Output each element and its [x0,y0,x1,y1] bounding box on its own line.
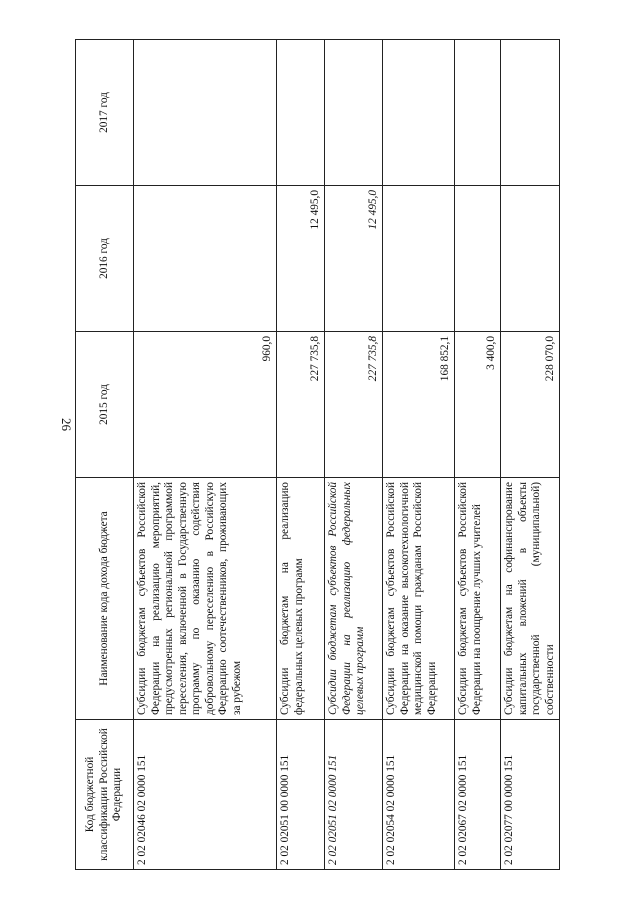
table-header-row [76,40,134,870]
cell-code: 2 02 02054 02 0000 151 [383,720,455,870]
header-name: Наименование кода дохода бюджета [76,478,134,720]
cell-2017 [277,40,325,186]
table-row [501,40,560,870]
cell-2015: 227 735,8 [325,332,383,478]
cell-code: 2 02 02067 02 0000 151 [455,720,501,870]
cell-2017 [325,40,383,186]
header-2015: 2015 год [76,332,134,478]
cell-name: Субсидии бюджетам на софинансирование капитальных вложений в объекты государственной (муниципальной) собственности [501,478,560,720]
table-row [383,40,455,870]
table-row [455,40,501,870]
cell-code: 2 02 02051 00 0000 151 [277,720,325,870]
cell-2016: 12 495,0 [277,186,325,332]
cell-2016 [501,186,560,332]
cell-code: 2 02 02046 02 0000 151 [134,720,277,870]
cell-2016 [383,186,455,332]
page-number: 26 [59,418,74,431]
cell-code: 2 02 02077 00 0000 151 [501,720,560,870]
cell-2015: 227 735,8 [277,332,325,478]
cell-2015: 960,0 [134,332,277,478]
cell-2017 [134,40,277,186]
header-code: Код бюджетной классификации Российской Федерации [76,720,134,870]
cell-2017 [501,40,560,186]
cell-2017 [383,40,455,186]
budget-revenue-table [75,39,560,870]
cell-2016: 12 495,0 [325,186,383,332]
cell-name: Субсидии бюджетам субъектов Российской Федерации на поощрение лучших учителей [455,478,501,720]
cell-2015: 3 400,0 [455,332,501,478]
cell-2015: 168 852,1 [383,332,455,478]
cell-name: Субсидии бюджетам на реализацию федеральных целевых программ [277,478,325,720]
cell-2017 [455,40,501,186]
table-row [134,40,277,870]
cell-2015: 228 070,0 [501,332,560,478]
cell-code: 2 02 02051 02 0000 151 [325,720,383,870]
cell-2016 [134,186,277,332]
table-row [277,40,325,870]
cell-name: Субсидии бюджетам субъектов Российской Федерации на реализацию федеральных целевых программ [325,478,383,720]
cell-name: Субсидии бюджетам субъектов Российской Федерации на реализацию мероприятий, предусмотренных региональной программой переселения, включенной в Государственную программу по оказанию содействия добровольному переселению в Российскую Федерацию соотечественников, проживающих за рубежом [134,478,277,720]
cell-name: Субсидии бюджетам субъектов Российской Федерации на оказание высокотехнологичной медицинской помощи гражданам Российской Федерации [383,478,455,720]
cell-2016 [455,186,501,332]
table-row [325,40,383,870]
rotated-page-content [75,40,556,870]
header-2017: 2017 год [76,40,134,186]
header-2016: 2016 год [76,186,134,332]
